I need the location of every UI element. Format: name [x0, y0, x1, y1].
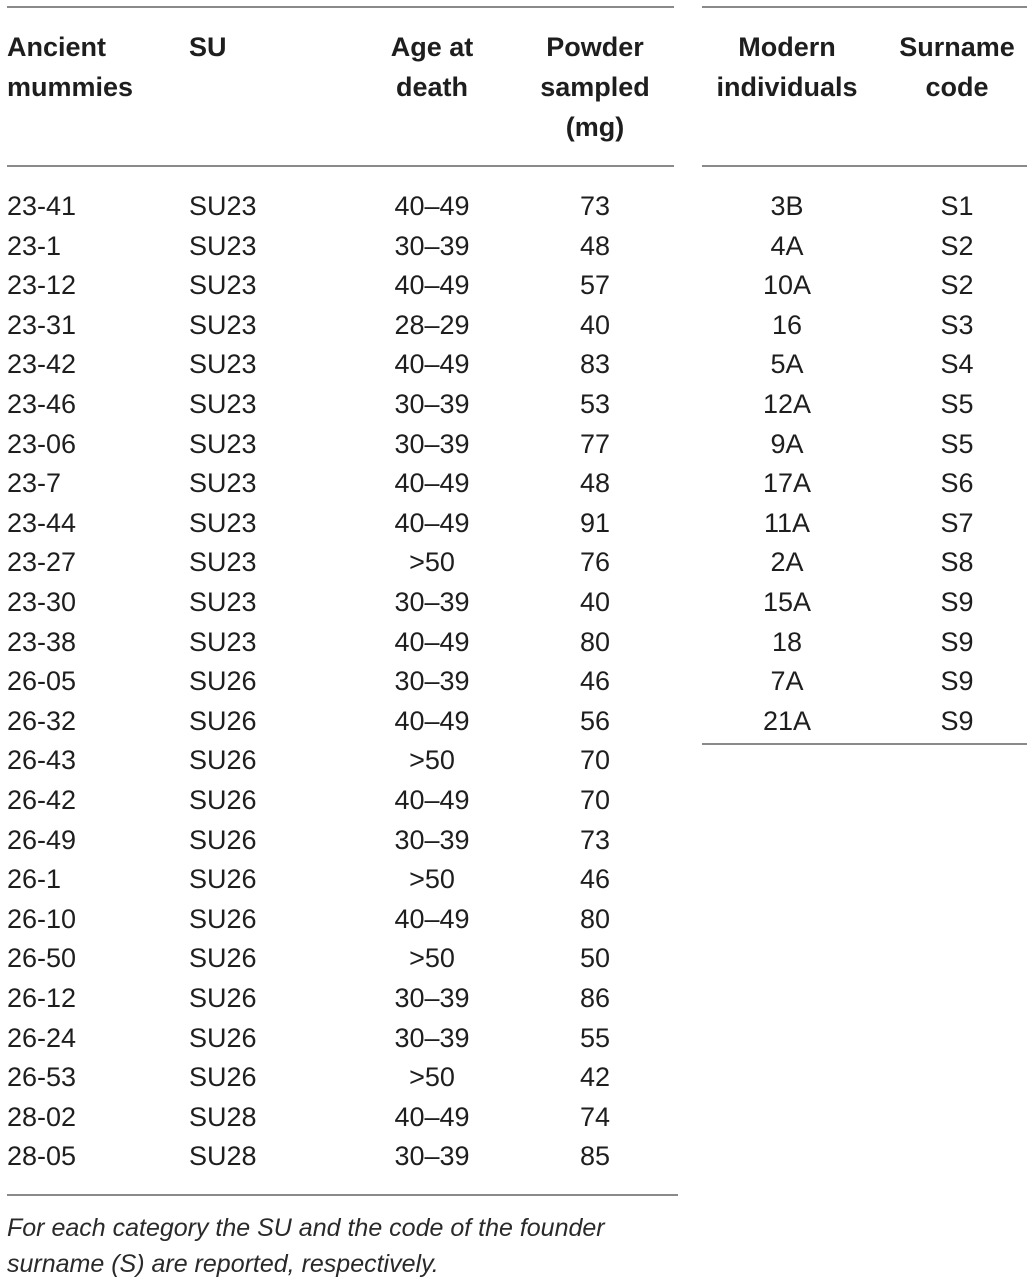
- cell-modern-individual: 9A: [770, 428, 804, 459]
- table-row: [0, 1058, 1034, 1098]
- cell-modern-individual: 10A: [762, 270, 812, 301]
- header-ancient-mummies: Ancient mummies: [7, 32, 134, 102]
- table-row: [0, 623, 1034, 663]
- cell-age-at-death: 30–39: [394, 824, 470, 855]
- cell-powder-sampled: 56: [579, 705, 611, 736]
- cell-ancient-mummy: 26-42: [7, 785, 77, 815]
- table-row: [0, 227, 1034, 267]
- right-table-header-rule: [702, 165, 1027, 167]
- cell-surname-code: S4: [940, 349, 974, 380]
- cell-powder-sampled: 53: [579, 389, 611, 419]
- cell-modern-individual: 18: [771, 626, 803, 657]
- cell-modern-individual: 17A: [762, 468, 812, 499]
- table-row: [0, 860, 1034, 900]
- cell-powder-sampled: 91: [579, 507, 611, 538]
- cell-su: SU26: [189, 666, 257, 697]
- cell-ancient-mummy: 26-49: [7, 824, 77, 855]
- footnote-line-2: surname (S) are reported, respectively.: [7, 1250, 439, 1278]
- cell-ancient-mummy: 28-05: [7, 1141, 77, 1172]
- cell-age-at-death: >50: [409, 547, 455, 578]
- cell-ancient-mummy: 26-50: [7, 943, 77, 974]
- cell-su: SU23: [189, 428, 257, 459]
- left-table-bottom-rule: [7, 1194, 678, 1196]
- cell-surname-code: S2: [940, 230, 974, 261]
- table-row: [0, 504, 1034, 544]
- cell-ancient-mummy: 23-06: [7, 428, 77, 459]
- cell-su: SU26: [189, 943, 257, 974]
- cell-modern-individual: 4A: [770, 230, 804, 261]
- cell-powder-sampled: 42: [579, 1062, 611, 1093]
- table-row: [0, 583, 1034, 623]
- table-row: [0, 741, 1034, 781]
- cell-age-at-death: 30–39: [394, 428, 470, 459]
- cell-age-at-death: 40–49: [394, 468, 470, 499]
- cell-modern-individual: 21A: [762, 705, 812, 736]
- cell-su: SU23: [189, 626, 257, 657]
- table-row: [0, 702, 1034, 742]
- cell-ancient-mummy: 28-02: [7, 1101, 77, 1132]
- cell-age-at-death: 40–49: [394, 903, 470, 934]
- cell-powder-sampled: 46: [579, 666, 611, 697]
- table-row: [0, 345, 1034, 385]
- table-row: [0, 979, 1034, 1019]
- table-row: [0, 900, 1034, 940]
- table-row: [0, 385, 1034, 425]
- header-powder-sampled: Powder sampled (mg): [540, 32, 650, 142]
- cell-age-at-death: >50: [409, 864, 455, 895]
- cell-surname-code: S6: [940, 468, 974, 499]
- table-row: [0, 781, 1034, 821]
- cell-age-at-death: 40–49: [394, 1101, 470, 1132]
- table-row: [0, 306, 1034, 346]
- cell-ancient-mummy: 23-7: [7, 468, 62, 499]
- cell-ancient-mummy: 23-41: [7, 191, 77, 221]
- cell-age-at-death: 30–39: [394, 666, 470, 697]
- cell-su: SU23: [189, 507, 257, 538]
- cell-age-at-death: 40–49: [394, 349, 470, 380]
- table-row: [0, 425, 1034, 465]
- table-row: [0, 939, 1034, 979]
- cell-su: SU23: [189, 230, 257, 261]
- cell-ancient-mummy: 26-05: [7, 666, 77, 697]
- cell-ancient-mummy: 26-32: [7, 705, 77, 736]
- left-table-top-rule: [7, 6, 674, 8]
- cell-ancient-mummy: 23-1: [7, 230, 62, 261]
- cell-age-at-death: 30–39: [394, 1022, 470, 1053]
- cell-surname-code: S3: [940, 309, 974, 340]
- cell-age-at-death: 40–49: [394, 270, 470, 301]
- cell-surname-code: S9: [940, 666, 974, 697]
- header-surname-code: Surname code: [899, 32, 1015, 102]
- cell-age-at-death: 40–49: [394, 785, 470, 815]
- cell-su: SU23: [189, 270, 257, 301]
- cell-surname-code: S5: [940, 389, 974, 419]
- cell-age-at-death: 30–39: [394, 587, 470, 617]
- cell-powder-sampled: 86: [579, 983, 611, 1013]
- cell-powder-sampled: 83: [579, 349, 611, 380]
- cell-powder-sampled: 73: [579, 824, 611, 855]
- cell-powder-sampled: 80: [579, 903, 611, 934]
- cell-powder-sampled: 48: [579, 230, 611, 261]
- cell-age-at-death: 40–49: [394, 705, 470, 736]
- table-row: [0, 662, 1034, 702]
- header-modern-individuals: Modern individuals: [716, 32, 858, 102]
- cell-powder-sampled: 77: [579, 428, 611, 459]
- cell-su: SU28: [189, 1101, 257, 1132]
- cell-powder-sampled: 40: [579, 309, 611, 340]
- cell-ancient-mummy: 26-12: [7, 983, 77, 1013]
- cell-powder-sampled: 48: [579, 468, 611, 499]
- cell-ancient-mummy: 23-31: [7, 309, 77, 340]
- header-su: SU: [189, 32, 227, 62]
- cell-ancient-mummy: 26-43: [7, 745, 77, 776]
- cell-ancient-mummy: 23-46: [7, 389, 77, 419]
- cell-ancient-mummy: 23-27: [7, 547, 77, 578]
- footnote-line-1: For each category the SU and the code of the founder: [7, 1214, 605, 1242]
- cell-powder-sampled: 57: [579, 270, 611, 301]
- cell-su: SU26: [189, 983, 257, 1013]
- cell-surname-code: S7: [940, 507, 974, 538]
- cell-age-at-death: >50: [409, 745, 455, 776]
- cell-su: SU26: [189, 705, 257, 736]
- cell-surname-code: S2: [940, 270, 974, 301]
- cell-su: SU23: [189, 349, 257, 380]
- cell-ancient-mummy: 23-44: [7, 507, 77, 538]
- cell-ancient-mummy: 23-12: [7, 270, 77, 301]
- cell-powder-sampled: 85: [579, 1141, 611, 1172]
- cell-su: SU23: [189, 191, 257, 221]
- table-row: [0, 1019, 1034, 1059]
- table-row: [0, 187, 1034, 227]
- cell-age-at-death: >50: [409, 943, 455, 974]
- cell-su: SU26: [189, 824, 257, 855]
- cell-powder-sampled: 73: [579, 191, 611, 221]
- cell-modern-individual: 16: [771, 309, 803, 340]
- cell-su: SU26: [189, 864, 257, 895]
- right-table-top-rule: [702, 6, 1027, 8]
- cell-powder-sampled: 50: [579, 943, 611, 974]
- cell-su: SU28: [189, 1141, 257, 1172]
- cell-modern-individual: 11A: [763, 507, 811, 538]
- cell-powder-sampled: 80: [579, 626, 611, 657]
- cell-surname-code: S9: [940, 626, 974, 657]
- cell-ancient-mummy: 23-30: [7, 587, 77, 617]
- table-row: [0, 266, 1034, 306]
- table-footnote: [7, 1210, 707, 1282]
- cell-su: SU26: [189, 1062, 257, 1093]
- cell-su: SU23: [189, 389, 257, 419]
- cell-ancient-mummy: 26-53: [7, 1062, 77, 1093]
- cell-age-at-death: 30–39: [394, 389, 470, 419]
- cell-su: SU26: [189, 903, 257, 934]
- table-row: [0, 1098, 1034, 1138]
- header-age-at-death: Age at death: [390, 32, 474, 102]
- cell-modern-individual: 15A: [762, 587, 812, 617]
- cell-ancient-mummy: 26-1: [7, 864, 62, 895]
- cell-surname-code: S9: [940, 587, 974, 617]
- cell-ancient-mummy: 23-38: [7, 626, 77, 657]
- cell-powder-sampled: 76: [579, 547, 611, 578]
- cell-modern-individual: 2A: [770, 547, 804, 578]
- cell-su: SU23: [189, 468, 257, 499]
- cell-age-at-death: 40–49: [394, 626, 470, 657]
- cell-powder-sampled: 70: [579, 745, 611, 776]
- cell-ancient-mummy: 26-24: [7, 1022, 77, 1053]
- table-row: [0, 1137, 1034, 1177]
- cell-modern-individual: 5A: [770, 349, 804, 380]
- cell-su: SU26: [189, 745, 257, 776]
- cell-powder-sampled: 74: [579, 1101, 611, 1132]
- cell-age-at-death: 30–39: [394, 230, 470, 261]
- cell-ancient-mummy: 26-10: [7, 903, 77, 934]
- cell-age-at-death: 40–49: [394, 191, 470, 221]
- cell-su: SU23: [189, 587, 257, 617]
- table-row: [0, 543, 1034, 583]
- left-table-header-rule: [7, 165, 674, 167]
- cell-powder-sampled: 40: [579, 587, 611, 617]
- cell-surname-code: S9: [940, 705, 974, 736]
- cell-age-at-death: >50: [409, 1062, 455, 1093]
- cell-age-at-death: 40–49: [394, 507, 470, 538]
- cell-su: SU23: [189, 547, 257, 578]
- cell-powder-sampled: 55: [579, 1022, 611, 1053]
- cell-surname-code: S5: [940, 428, 974, 459]
- cell-su: SU23: [189, 309, 257, 340]
- cell-surname-code: S1: [940, 191, 974, 221]
- cell-age-at-death: 30–39: [394, 1141, 470, 1172]
- cell-modern-individual: 3B: [770, 191, 804, 221]
- cell-powder-sampled: 46: [579, 864, 611, 895]
- cell-modern-individual: 7A: [770, 666, 804, 697]
- cell-ancient-mummy: 23-42: [7, 349, 77, 380]
- cell-powder-sampled: 70: [579, 785, 611, 815]
- cell-age-at-death: 30–39: [394, 983, 470, 1013]
- table-row: [0, 821, 1034, 861]
- table-row: [0, 464, 1034, 504]
- cell-surname-code: S8: [940, 547, 974, 578]
- cell-su: SU26: [189, 785, 257, 815]
- cell-su: SU26: [189, 1022, 257, 1053]
- cell-modern-individual: 12A: [762, 389, 812, 419]
- cell-age-at-death: 28–29: [394, 309, 470, 340]
